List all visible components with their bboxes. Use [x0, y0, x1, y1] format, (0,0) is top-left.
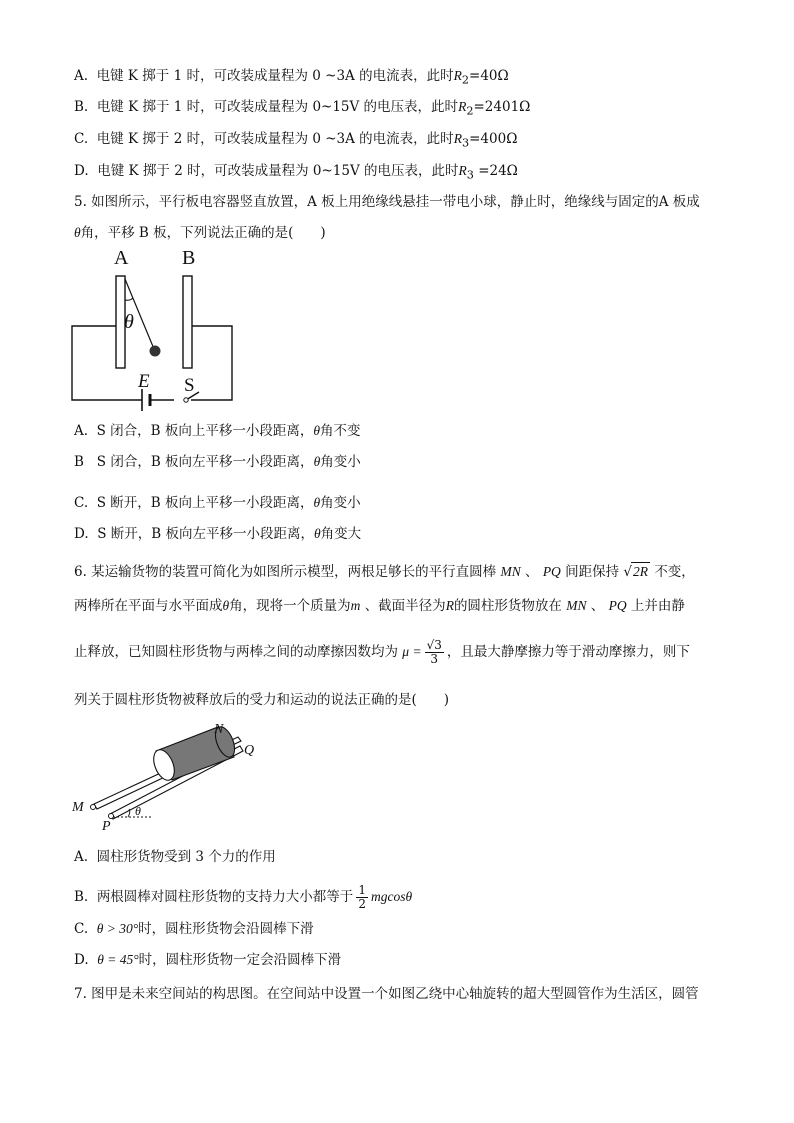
- q5-option-c: C. S 断开，B 板向上平移一小段距离，θ角变小: [74, 495, 361, 511]
- label-b: B: [182, 247, 196, 269]
- label-theta: θ: [124, 311, 134, 333]
- q4-option-d: D. 电键 K 掷于 2 时，可改装成量程为 0~15V 的电压表，此时$R_3 =24\Omega$: [74, 163, 518, 182]
- q6-option-b: B. 两根圆棒对圆柱形货物的支持力大小都等于 $\frac{1}{2}$ mgcosθ: [74, 883, 413, 911]
- q4-option-c: C. 电键 K 掷于 2 时，可改装成量程为 0 ~3A 的电流表，此时$R_3=400\Omega$: [74, 131, 518, 150]
- label-n: N: [214, 722, 224, 737]
- label-s: S: [184, 375, 195, 396]
- rods-cylinder-figure: [68, 718, 268, 833]
- label-p: P: [102, 819, 111, 833]
- q5-option-d: D. S 断开，B 板向左平移一小段距离，θ角变大: [74, 526, 362, 542]
- q5-option-a: A. S 闭合，B 板向上平移一小段距离，θ角不变: [74, 423, 361, 439]
- q6-option-a: A. 圆柱形货物受到 3 个力的作用: [74, 849, 276, 865]
- q5-stem-line2: θ角，平移 B 板，下列说法正确的是( ): [74, 225, 326, 241]
- q6-stem-line4: 列关于圆柱形货物被释放后的受力和运动的说法正确的是( ): [74, 692, 450, 708]
- q5-option-b: B S 闭合，B 板向左平移一小段距离，θ角变小: [74, 454, 361, 470]
- q6-option-d: D. θ = 45°时，圆柱形货物一定会沿圆棒下滑: [74, 952, 342, 968]
- capacitor-circuit-figure: [66, 244, 242, 414]
- label-m: M: [72, 800, 84, 815]
- q6-stem-line3: 止释放，已知圆柱形货物与两棒之间的动摩擦因数均为 μ = $\frac{√3}{3}$ ，且最大静摩擦力等于滑动摩擦力，则下: [74, 638, 690, 666]
- rod-end-p: [109, 814, 114, 819]
- charged-ball: [150, 346, 161, 357]
- q6-stem-line1: 6. 某运输货物的装置可简化为如图所示模型，两根足够长的平行直圆棒 MN 、 PQ 间距保持 √2R 不变，: [74, 564, 695, 580]
- circuit-wire-right: [191, 326, 232, 400]
- q5-stem-line1: 5. 如图所示，平行板电容器竖直放置，A 板上用绝缘线悬挂一带电小球，静止时，绝缘线与固定的A 板成: [74, 194, 700, 210]
- q6-stem-line2: 两棒所在平面与水平面成θ角，现将一个质量为m 、截面半径为R的圆柱形货物放在 MN 、 PQ 上并由静: [74, 598, 685, 614]
- switch-contact-left: [184, 398, 188, 402]
- q6-option-c: C. θ > 30°时，圆柱形货物会沿圆棒下滑: [74, 921, 314, 937]
- rod-end-m: [91, 805, 96, 810]
- q4-option-b: B. 电键 K 掷于 1 时，可改装成量程为 0~15V 的电压表，此时$R_2=2401\Omega$: [74, 99, 531, 118]
- q4-option-a: A. 电键 K 掷于 1 时，可改装成量程为 0 ~3A 的电流表，此时$R_2=40\Omega$: [74, 68, 509, 87]
- q7-stem: 7. 图甲是未来空间站的构思图。在空间站中设置一个如图乙绕中心轴旋转的超大型圆管作为生活区，圆管: [74, 986, 699, 1002]
- half-fraction: $\frac{1}{2}$: [358, 883, 366, 911]
- label-e: E: [138, 371, 150, 392]
- plate-b: [183, 276, 192, 368]
- label-a: A: [114, 247, 129, 269]
- label-theta-6: θ: [135, 804, 141, 818]
- circuit-wire-left: [72, 326, 142, 400]
- mu-fraction: $\frac{√3}{3}$: [426, 638, 442, 666]
- label-q: Q: [244, 743, 255, 758]
